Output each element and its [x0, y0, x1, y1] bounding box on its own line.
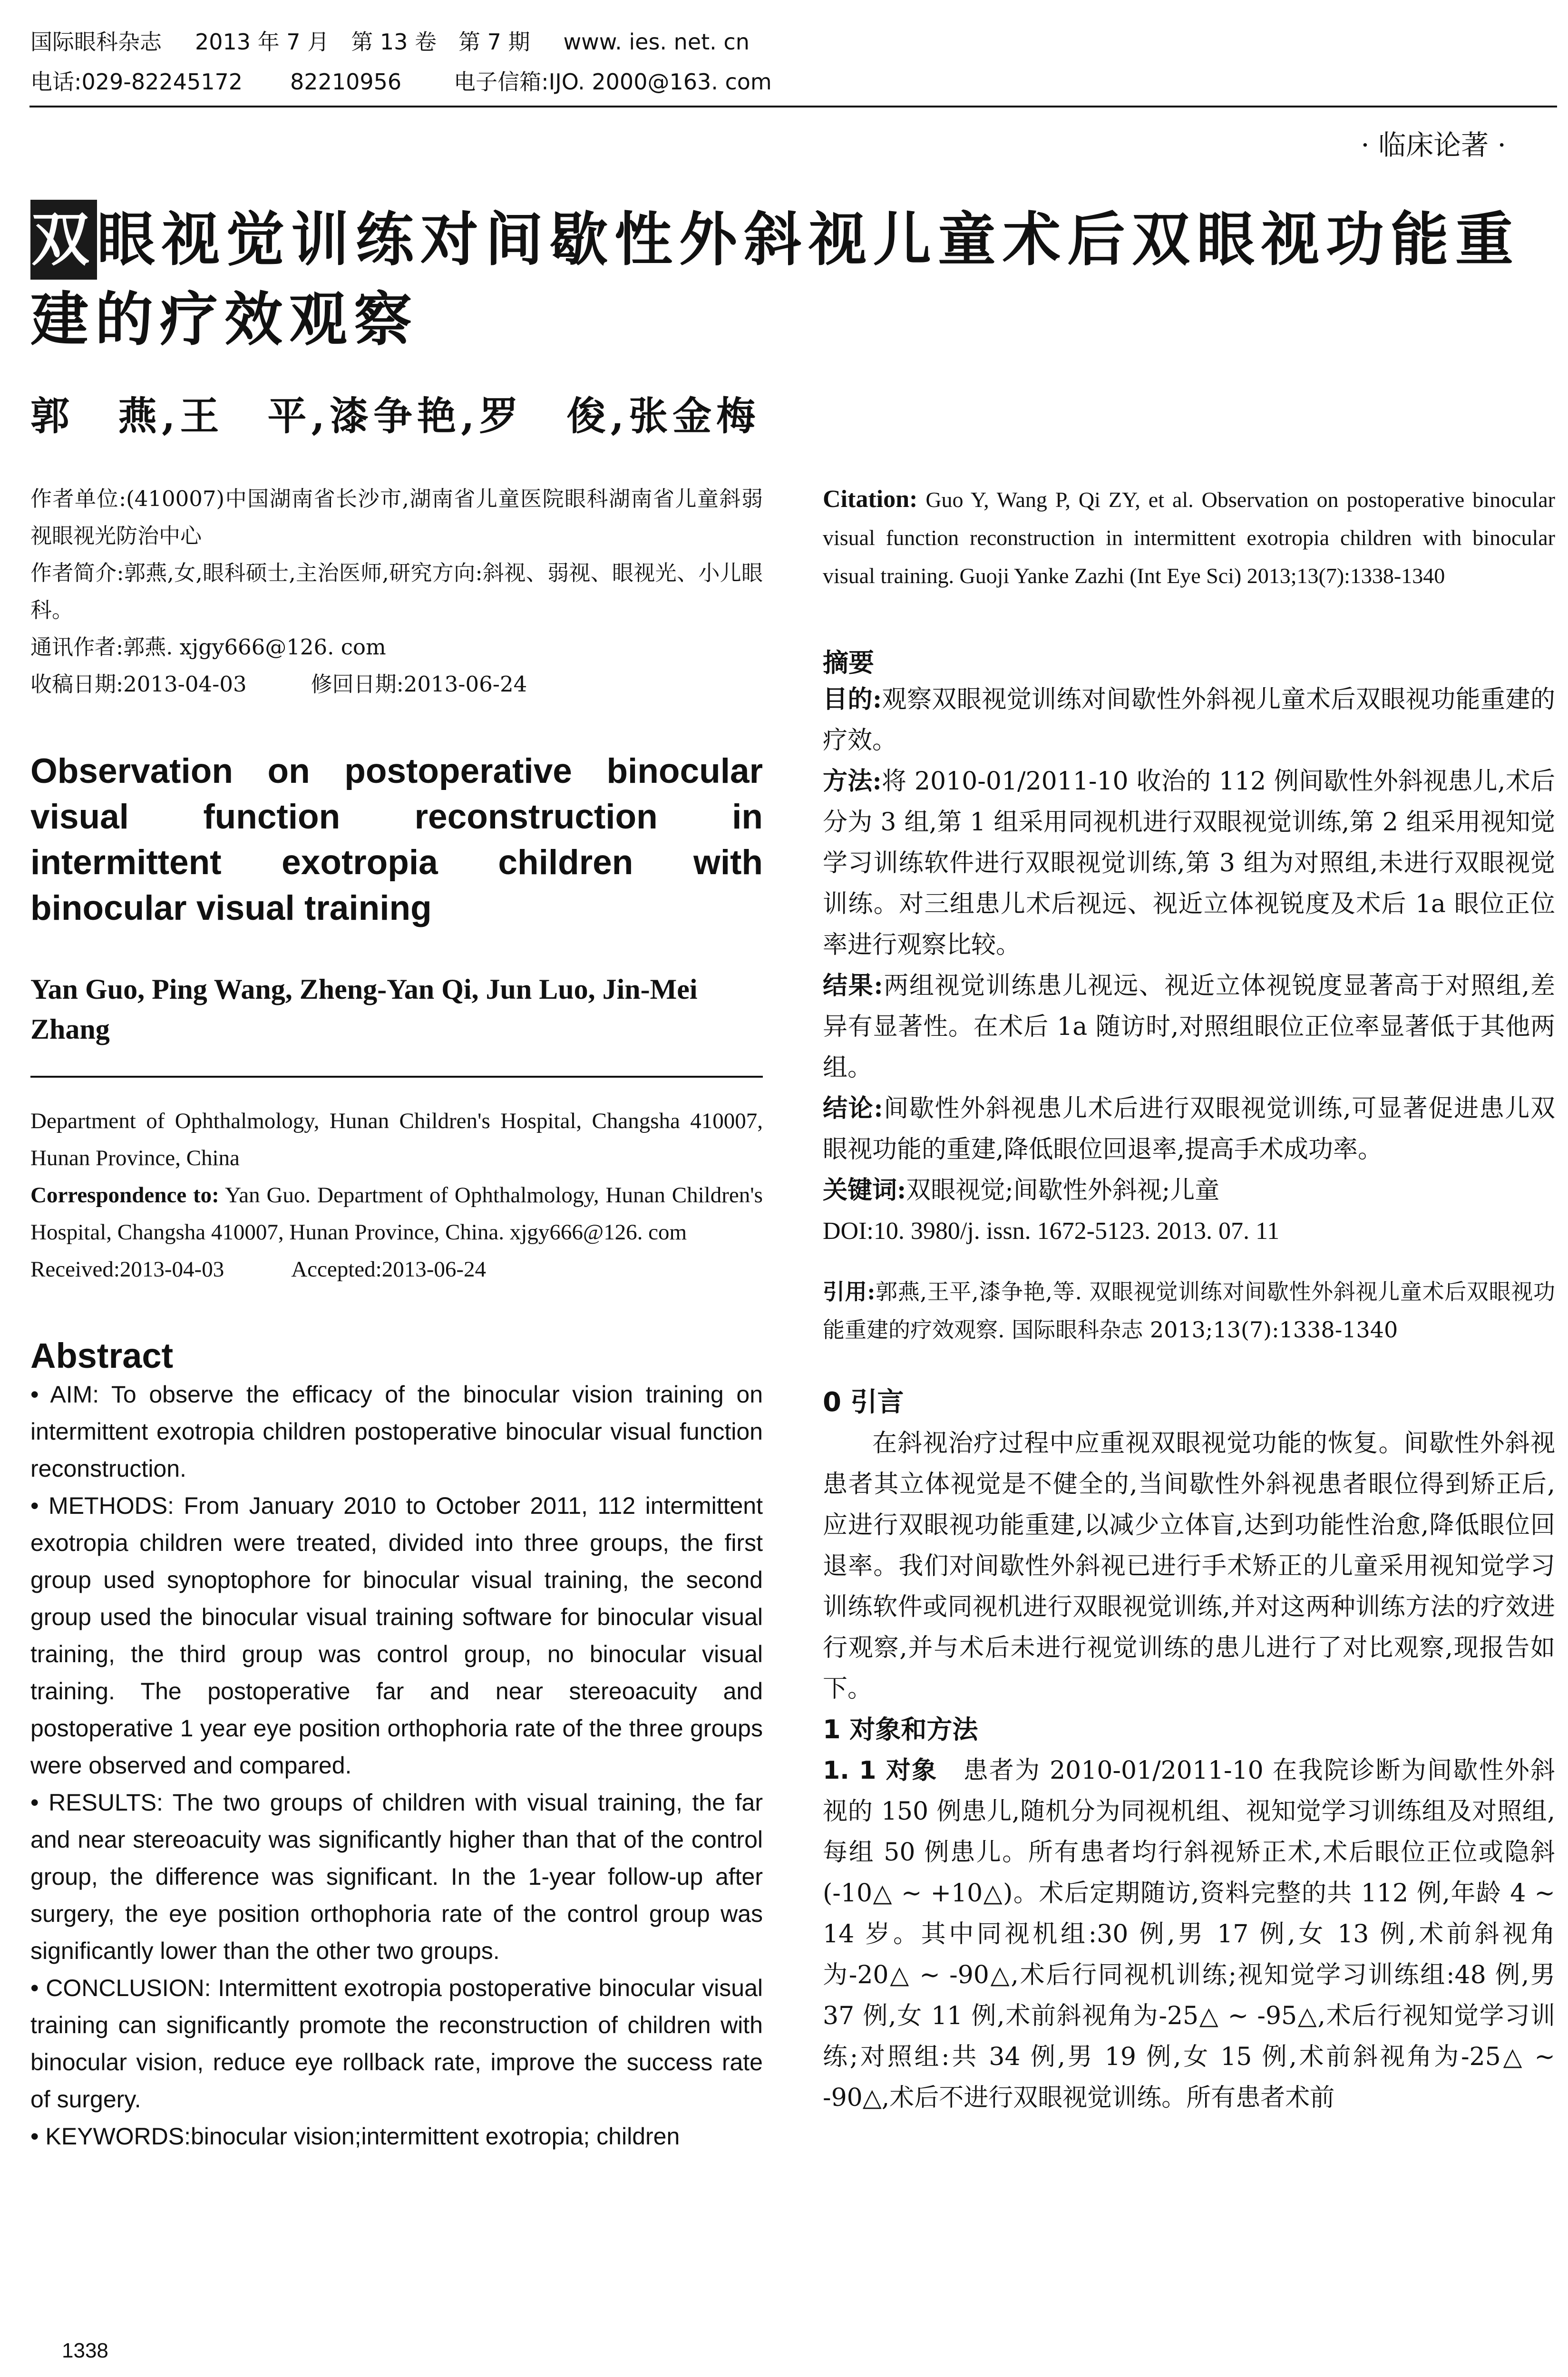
cite-cn-label: 引用:	[823, 1279, 876, 1305]
cn-abstract-label: 方法:	[823, 767, 882, 796]
corresponding-author: 通讯作者:郭燕. xjgy666@126. com	[30, 634, 386, 660]
methods-heading: 1 对象和方法	[823, 1715, 978, 1744]
journal-website[interactable]: www. ies. net. cn	[563, 29, 750, 55]
abstract-results: • RESULTS: The two groups of children with visual training, the far and near stereoacuity was significantly higher than that of the control group, the difference was significant. In the 1-year follow-up after surgery, the eye position orthophoria rate of the control group was significantly lower than the other two groups.	[30, 1789, 763, 1964]
author-unit: 作者单位:(410007)中国湖南省长沙市,湖南省儿童医院眼科湖南省儿童斜弱视眼视光防治中心	[30, 486, 763, 548]
affiliation-block	[30, 1102, 763, 1288]
abstract-conclusion: • CONCLUSION: Intermittent exotropia postoperative binocular visual training can significantly promote the reconstruction of children with binocular vision, reduce eye rollback rate, improve the success rate of surgery.	[30, 1975, 763, 2113]
section-tag: · 临床论著 ·	[1361, 129, 1506, 161]
cn-abstract-keywords	[823, 1170, 1555, 1211]
cn-abstract-conclusion	[823, 1088, 1555, 1170]
cn-abstract-label: 结论:	[823, 1094, 883, 1123]
cn-abstract-text: 间歇性外斜视患儿术后进行双眼视觉训练,可显著促进患儿双眼视功能的重建,降低眼位回退率,提高手术成功率。	[823, 1094, 1555, 1164]
header-line-2	[30, 65, 772, 96]
email[interactable]: 电子信箱:IJO. 2000@163. com	[454, 69, 772, 95]
subject-heading: 1. 1 对象	[823, 1756, 938, 1785]
cn-abstract-text: 观察双眼视觉训练对间歇性外斜视儿童术后双眼视功能重建的疗效。	[823, 685, 1555, 755]
cn-abstract-methods	[823, 761, 1555, 965]
subject-text: 患者为 2010-01/2011-10 在我院诊断为间歇性外斜视的 150 例患儿,随机分为同视机组、视知觉学习训练组及对照组,每组 50 例患儿。所有患者均行斜视矫正术,术后眼位正位或隐斜(-10△ ~ +10△)。术后定期随访,资料完整的共 112 例,年龄 4 ~ 14 岁。其中同视机组:30 例,男 17 例,女 13 例,术前斜视角为-20△ ~ -90△,术后行同视机训练;视知觉学习训练组:48 例,男 37 例,女 11 例,术前斜视角为-25△ ~ -95△,术后行视知觉学习训练;对照组:共 34 例,男 19 例,女 15 例,术前斜视角为-25△ ~ -90△,术后不进行双眼视觉训练。所有患者术前	[823, 1756, 1555, 2112]
affiliation-en: Department of Ophthalmology, Hunan Children's Hospital, Changsha 410007, Hunan Province, China	[30, 1109, 763, 1170]
abstract-heading: Abstract	[30, 1336, 174, 1375]
phone2: 82210956	[290, 69, 402, 95]
cn-abstract-heading: 摘要	[823, 648, 874, 678]
cn-abstract-results	[823, 965, 1555, 1088]
dates-en: Received:2013-04-03 Accepted:2013-06-24	[30, 1257, 487, 1282]
header-line-1	[30, 25, 750, 56]
cn-abstract-text: 双眼视觉;间歇性外斜视;儿童	[906, 1176, 1220, 1205]
received-dates-cn: 收稿日期:2013-04-03 修回日期:2013-06-24	[30, 672, 527, 697]
abstract-aim: • AIM: To observe the efficacy of the binocular vision training on intermittent exotropia children postoperative binocular visual function reconstruction.	[30, 1381, 763, 1482]
title-first-char: 双	[30, 200, 97, 280]
intro-text: 在斜视治疗过程中应重视双眼视觉功能的恢复。间歇性外斜视患者其立体视觉是不健全的,当间歇性外斜视患者眼位得到矫正后,应进行双眼视功能重建,以减少立体盲,达到功能性治愈,降低眼位回退率。我们对间歇性外斜视已进行手术矫正的儿童采用视知觉学习训练软件或同视机进行双眼视觉训练,并对这两种训练方法的疗效进行观察,并与术后未进行视觉训练的患儿进行了对比观察,现报告如下。	[823, 1429, 1555, 1703]
affiliation-rule	[30, 1076, 763, 1078]
cn-abstract-text: 两组视觉训练患儿视远、视近立体视锐度显著高于对照组,差异有显著性。在术后 1a 随访时,对照组眼位正位率显著低于其他两组。	[823, 972, 1555, 1082]
subject-paragraph	[823, 1750, 1555, 2118]
author-bio: 作者简介:郭燕,女,眼科硕士,主治医师,研究方向:斜视、弱视、眼视光、小儿眼科。	[30, 560, 763, 623]
cn-abstract	[823, 679, 1555, 1252]
cn-abstract-label: 关键词:	[823, 1176, 906, 1205]
left-column	[30, 480, 763, 2155]
authors-en: Yan Guo, Ping Wang, Zheng-Yan Qi, Jun Luo, Jin-Mei Zhang	[30, 974, 698, 1045]
article-title-cn	[30, 200, 1552, 360]
abstract-en	[30, 1376, 763, 2155]
right-column	[823, 480, 1555, 2118]
correspondence-en	[30, 1177, 763, 1251]
intro-heading: 0 引言	[823, 1387, 904, 1418]
cn-abstract-label: 目的:	[823, 685, 882, 714]
cn-abstract-purpose	[823, 679, 1555, 761]
cn-abstract-text: 将 2010-01/2011-10 收治的 112 例间歇性外斜视患儿,术后分为 3 组,第 1 组采用同视机进行双眼视觉训练,第 2 组采用视知觉学习训练软件进行双眼视觉训练,第 3 组为对照组,未进行双眼视觉训练。对三组患儿术后视远、视近立体视锐度及术后 1a 眼位正位率进行观察比较。	[823, 767, 1555, 959]
citation-en	[823, 480, 1555, 595]
abstract-methods: • METHODS: From January 2010 to October 2011, 112 intermittent exotropia children were treated, divided into three groups, the first group used synoptophore for binocular visual training, the second group used the binocular visual training software for binocular visual training, the third group was control group, no binocular visual training. The postoperative far and near stereoacuity and postoperative 1 year eye position orthophoria rate of the three groups were observed and compared.	[30, 1492, 763, 1779]
correspondence-text: Yan Guo. Department of Ophthalmology, Hunan Children's Hospital, Changsha 410007, Hunan Province, China. xjgy666@126. com	[30, 1183, 763, 1245]
article-title-en: Observation on postoperative binocular visual function reconstruction in intermittent exotropia children with binocular visual training	[30, 752, 763, 927]
authors-cn: 郭 燕,王 平,漆争艳,罗 俊,张金梅	[30, 393, 760, 439]
title-rest: 眼视觉训练对间歇性外斜视儿童术后双眼视功能重建的疗效观察	[30, 206, 1520, 353]
citation-label: Citation:	[823, 486, 918, 513]
header-rule	[29, 106, 1557, 107]
author-info-cn	[30, 480, 763, 703]
issue-info: 2013 年 7 月 第 13 卷 第 7 期	[195, 29, 530, 55]
journal-name: 国际眼科杂志	[30, 29, 162, 55]
page-number: 1338	[62, 2339, 108, 2362]
citation-text: Guo Y, Wang P, Qi ZY, et al. Observation on postoperative binocular visual function reconstruction in intermittent exotropia children with binocular visual training. Guoji Yanke Zazhi (Int Eye Sci) 2013;13(7):1338-1340	[823, 487, 1556, 588]
cn-abstract-label: 结果:	[823, 971, 883, 1000]
correspondence-label: Correspondence to:	[30, 1183, 219, 1208]
phone: 电话:029-82245172	[30, 69, 243, 95]
citation-cn	[823, 1273, 1555, 1349]
abstract-keywords: • KEYWORDS:binocular vision;intermittent exotropia; children	[30, 2123, 680, 2150]
cite-cn-text: 郭燕,王平,漆争艳,等. 双眼视觉训练对间歇性外斜视儿童术后双眼视功能重建的疗效观察. 国际眼科杂志 2013;13(7):1338-1340	[823, 1279, 1555, 1343]
doi[interactable]: DOI:10. 3980/j. issn. 1672-5123. 2013. 07. 11	[823, 1218, 1280, 1245]
